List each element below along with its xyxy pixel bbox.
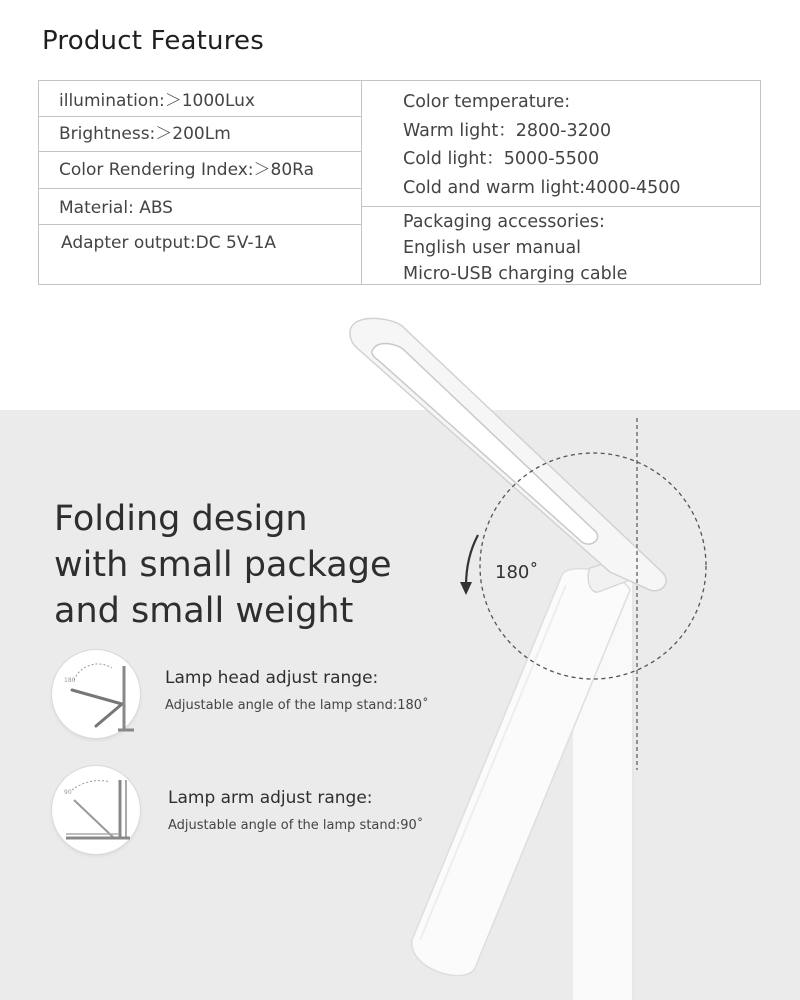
page-title: Product Features: [42, 26, 264, 56]
rotation-arrow-head: [460, 582, 472, 595]
feature-lamp-head-title: Lamp head adjust range:: [165, 668, 379, 688]
feature-lamp-head-subtitle: Adjustable angle of the lamp stand:180˚: [165, 698, 429, 713]
color-temperature-heading: Color temperature:: [403, 92, 571, 112]
lamp-head-icon-angle: 180: [64, 677, 76, 684]
lamp-arm-rotation-icon: [52, 766, 140, 854]
lamp-arm-icon-angle: 90: [64, 789, 72, 796]
packaging-manual: English user manual: [403, 238, 582, 258]
cold-warm-light-range: Cold and warm light:4000-4500: [403, 177, 681, 198]
spec-adapter-output: Adapter output:DC 5V-1A: [61, 233, 277, 253]
spec-column-right: [362, 81, 760, 284]
headline-line-2: with small package: [54, 545, 392, 585]
rotation-angle-label: 180˚: [495, 562, 539, 583]
warm-light-range: Warm light：2800-3200: [403, 120, 612, 141]
headline-line-3: and small weight: [54, 591, 354, 631]
packaging-heading: Packaging accessories:: [403, 212, 605, 232]
spec-color-rendering-index: Color Rendering Index:＞80Ra: [39, 152, 361, 189]
spec-color-temperature: [362, 81, 760, 207]
headline: [54, 496, 392, 634]
feature-lamp-head: [52, 650, 472, 740]
packaging-cable: Micro-USB charging cable: [403, 264, 628, 284]
feature-lamp-arm: [52, 766, 472, 856]
feature-lamp-arm-subtitle: Adjustable angle of the lamp stand:90˚: [168, 818, 424, 833]
rotation-arrow: [466, 535, 478, 586]
spec-brightness: Brightness:＞200Lm: [39, 117, 361, 152]
spec-table: [38, 80, 761, 285]
spec-column-left: [39, 81, 362, 284]
lamp-head-rotation-icon: [52, 650, 140, 738]
spec-packaging-accessories: [362, 207, 760, 286]
feature-lamp-arm-title: Lamp arm adjust range:: [168, 788, 373, 808]
headline-line-1: Folding design: [54, 499, 308, 539]
cold-light-range: Cold light：5000-5500: [403, 149, 600, 169]
spec-illumination: illumination:＞1000Lux: [39, 81, 361, 117]
spec-material: Material: ABS: [39, 189, 361, 225]
lamp-light-strip: [372, 344, 598, 545]
